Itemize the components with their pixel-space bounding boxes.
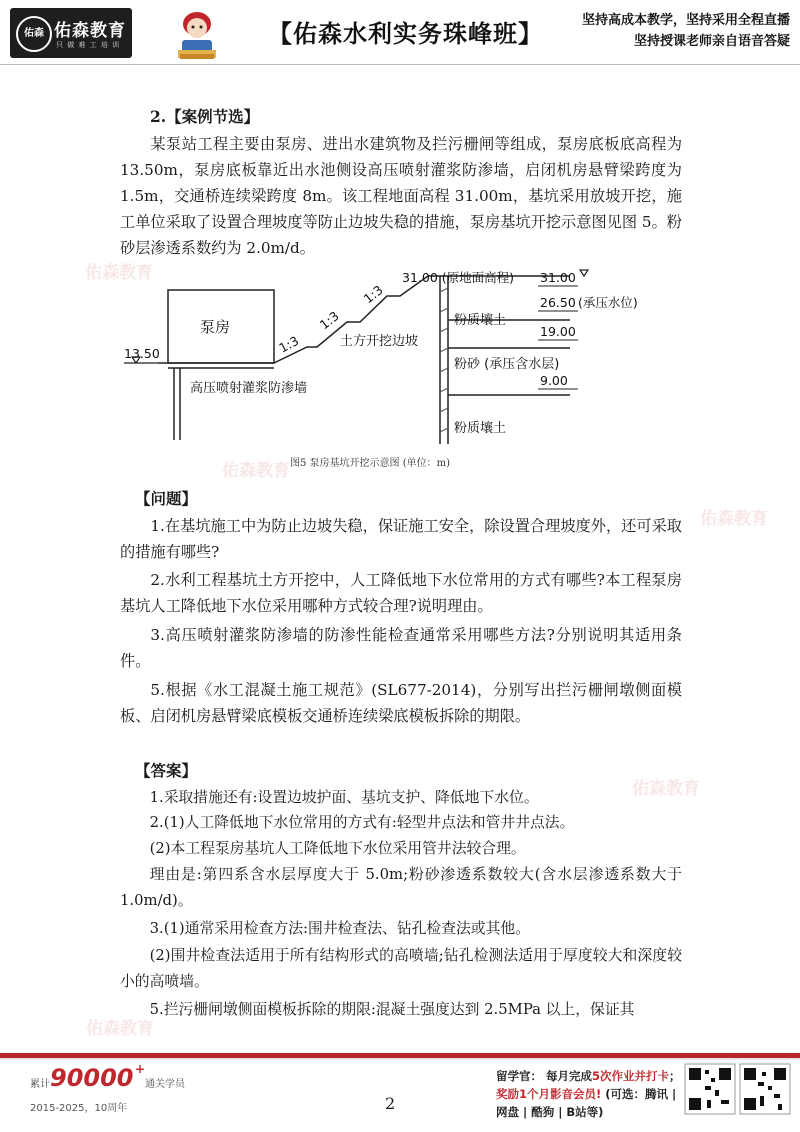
footer-count-prefix: 累计 <box>30 1079 50 1090</box>
page-number: 2 <box>385 1094 396 1113</box>
answer-2-1: 2.(1)人工降低地下水位常用的方式有:轻型井点法和管井井点法。 <box>149 814 575 831</box>
question-2: 2.水利工程基坑土方开挖中，人工降低地下水位常用的方式有哪些?本工程泵房基坑人工降低地下水位采用哪种方式较合理?说明理由。 <box>120 571 682 615</box>
slope-ratio-2: 1:3 <box>316 308 342 333</box>
watermark: 佑森教育 <box>222 461 290 481</box>
promo-1a: 留学官： 每月完成 <box>496 1069 593 1083</box>
footer-count-suffix: 通关学员 <box>145 1079 185 1090</box>
watermark: 佑森教育 <box>700 509 768 529</box>
logo-mark: 佑森 <box>16 16 52 52</box>
slogan-line-1: 坚持高成本教学，坚持采用全程直播 <box>581 13 790 28</box>
elevation-9: 9.00 <box>540 373 568 388</box>
bottom-elevation: 13.50 <box>124 346 160 361</box>
elevation-19: 19.00 <box>540 324 576 339</box>
layer-silty-loam-2: 粉质壤土 <box>454 421 507 436</box>
footer-promo-line-2 <box>496 1086 676 1102</box>
promo-1b: 5次作业并打卡 <box>592 1069 670 1083</box>
slope-label: 土方开挖边坡 <box>340 334 419 349</box>
answer-2-reason: 理由是:第四系含水层厚度大于 5.0m;粉砂渗透系数较大(含水层渗透系数大于 1.0m/d)。 <box>120 866 682 909</box>
qr-code-icon[interactable] <box>740 1064 790 1114</box>
qr-code-icon[interactable] <box>685 1064 735 1114</box>
brand-logo <box>10 8 132 58</box>
excavation-diagram <box>110 262 638 452</box>
footer-count-plus: + <box>135 1062 146 1076</box>
question-3: 3.高压喷射灌浆防渗墙的防渗性能检查通常采用哪些方法?分别说明其适用条件。 <box>120 626 682 670</box>
question-1: 1.在基坑施工中为防止边坡失稳，保证施工安全，除设置合理坡度外，还可采取的措施有哪些? <box>120 517 682 561</box>
answers-title: 【答案】 <box>135 761 198 780</box>
question-5: 5.根据《水工混凝土施工规范》(SL677-2014)，分别写出拦污栅闸墩侧面模板、启闭机房悬臂梁底模板交通桥连续梁底模板拆除的期限。 <box>120 681 682 725</box>
ground-elevation-label: 31.00 (原地面高程) <box>402 270 515 285</box>
watermark: 佑森教育 <box>86 1019 154 1039</box>
slope-ratio-1: 1:3 <box>276 332 302 356</box>
elevation-26-note: (承压水位) <box>578 295 638 310</box>
elevation-26: 26.50 <box>540 295 576 310</box>
figure-caption: 图5 泵房基坑开挖示意图 (单位：m) <box>290 458 451 469</box>
case-text: 某泵站工程主要由泵房、进出水建筑物及拦污栅闸等组成，泵房底板底高程为 13.50m，泵房底板靠近出水池侧设高压喷射灌浆防渗墙，启闭机房悬臂梁跨度为 1.5m，交通桥连续梁跨度 8m。该工程地面高程 31.00m，基坑采用放坡开挖，施工单位采取了设置合理坡度等防止边坡失稳的措施，泵房基坑开挖示意图见图 5。粉砂层渗透系数约为 2.0m/d。 <box>120 135 682 257</box>
watermark: 佑森教育 <box>632 779 700 799</box>
answer-2-2: (2)本工程泵房基坑人工降低地下水位采用管井法较合理。 <box>149 840 526 857</box>
promo-2a: 奖励1个月影音会员! <box>496 1087 602 1101</box>
footer-count: 90000 <box>50 1064 134 1092</box>
cutoff-wall-label: 高压喷射灌浆防渗墙 <box>190 381 308 396</box>
promo-2b: (可选：腾讯 | <box>601 1087 677 1101</box>
footer-years: 2015-2025，10周年 <box>30 1103 128 1114</box>
pump-house-label: 泵房 <box>200 318 231 336</box>
layer-silty-loam-1: 粉质壤土 <box>454 313 507 328</box>
slope-ratio-3: 1:3 <box>360 282 386 307</box>
layer-silty-sand: 粉砂 (承压含水层) <box>454 357 560 372</box>
footer-promo-line-3: 网盘 | 酷狗 | B站等) <box>496 1105 604 1119</box>
watermark: 佑森教育 <box>85 263 153 283</box>
footer-shadow <box>0 1058 800 1060</box>
footer-promo-line-1 <box>496 1068 681 1084</box>
slogan-line-2: 坚持授课老师亲自语音答疑 <box>633 34 790 49</box>
questions-title: 【问题】 <box>135 489 198 508</box>
header-title: 【佑森水利实务珠峰班】 <box>268 20 543 48</box>
answer-1: 1.采取措施还有:设置边坡护面、基坑支护、降低地下水位。 <box>149 789 539 806</box>
section-title: 2.【案例节选】 <box>150 107 260 126</box>
mascot-icon <box>168 4 226 62</box>
answer-3-2: (2)围井检查法适用于所有结构形式的高喷墙;钻孔检测法适用于厚度较大和深度较小的高喷墙。 <box>120 947 682 990</box>
logo-subtitle: 只 做 难 工 培 训 <box>56 41 121 49</box>
promo-1c: ； <box>669 1069 681 1083</box>
excavation-slope <box>274 276 445 363</box>
elevation-31: 31.00 <box>540 270 576 285</box>
logo-text: 佑森教育 <box>54 21 126 41</box>
header-divider <box>0 64 800 65</box>
answer-5: 5.拦污栅闸墩侧面模板拆除的期限:混凝土强度达到 2.5MPa 以上，保证其 <box>149 1001 635 1018</box>
answer-3-1: 3.(1)通常采用检查方法:围井检查法、钻孔检查法或其他。 <box>149 920 530 937</box>
